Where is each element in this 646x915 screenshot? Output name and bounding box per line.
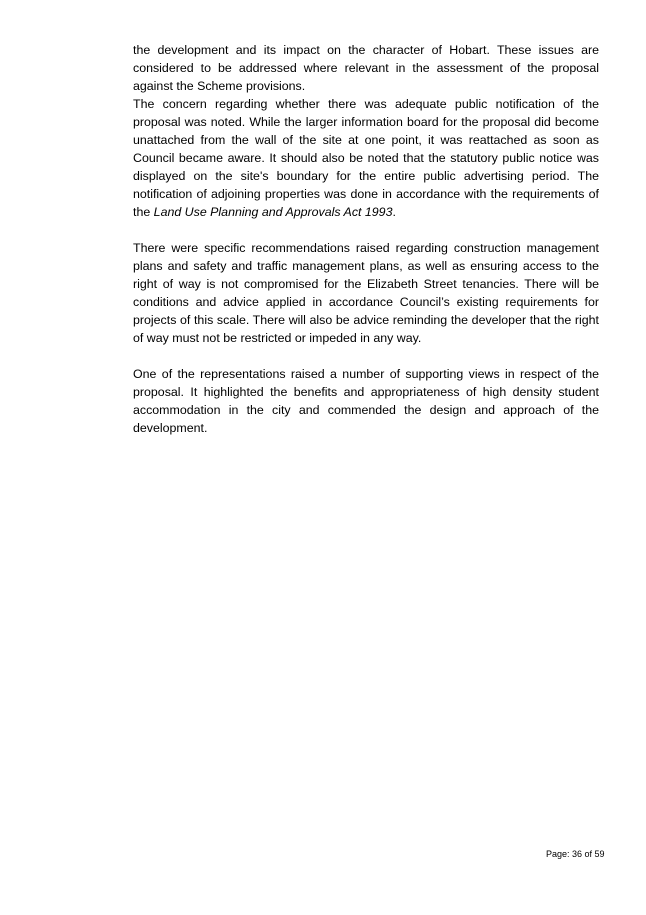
paragraph-public-notification-tail: . [392, 205, 396, 219]
paragraph-supporting-views: One of the representations raised a number of supporting views in respect of the proposal. It highlighted the benefits and appropriateness of high density student accommodation in the city and commended the design and approach of the development. [133, 367, 599, 435]
paragraph-public-notification [133, 95, 599, 221]
act-title: Land Use Planning and Approvals Act 1993 [153, 205, 393, 219]
page-number: Page: 36 of 59 [546, 849, 605, 859]
document-body [133, 41, 599, 437]
paragraph-character-of-hobart: the development and its impact on the character of Hobart. These issues are considered to be addressed where relevant in the assessment of the proposal against the Scheme provisions. [133, 43, 599, 93]
paragraph-public-notification-text: The concern regarding whether there was adequate public notification of the proposal was noted. While the larger information board for the proposal did become unattached from the wall of the site at one point, it was reattached as soon as Council became aware. It should also be noted that the statutory public notice was displayed on the site's boundary for the entire public advertising period. The notification of adjoining properties was done in accordance with the requirements of the [133, 97, 599, 219]
paragraph-construction-management: There were specific recommendations raised regarding construction management plans and safety and traffic management plans, as well as ensuring access to the right of way is not compromised for the Elizabeth Street tenancies. There will be conditions and advice applied in accordance Council’s existing requirements for projects of this scale. There will also be advice reminding the developer that the right of way must not be restricted or impeded in any way. [133, 241, 599, 345]
